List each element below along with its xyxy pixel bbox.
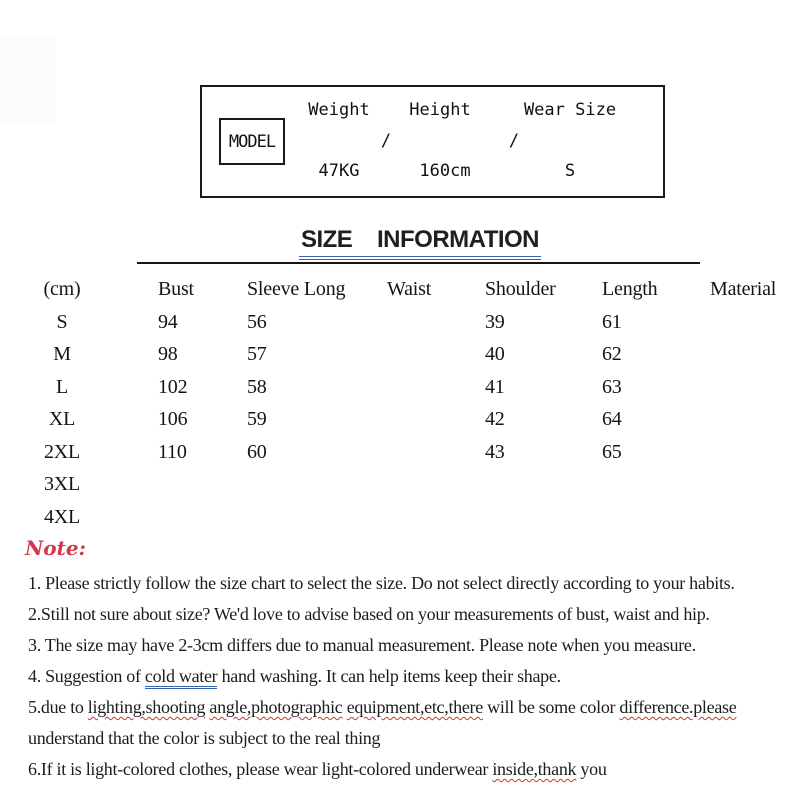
note-5-text: will be some color [482, 697, 620, 717]
note-5 [28, 692, 796, 723]
col-header-material: Material [710, 277, 777, 300]
note-4-text: 4. Suggestion of [28, 666, 145, 686]
table-row [0, 371, 800, 404]
table-row [0, 306, 800, 339]
bust-cell: 98 [158, 343, 178, 366]
table-row [0, 339, 800, 372]
material-cell [700, 339, 800, 372]
bust-cell [124, 469, 214, 502]
misspelled-word: lighting,shooting [87, 697, 206, 717]
shoulder-cell: 43 [485, 440, 505, 463]
waist-cell [354, 501, 445, 534]
model-info-box [200, 85, 665, 198]
material-cell [700, 436, 800, 469]
size-cell: M [53, 343, 71, 366]
sleeve-cell: 59 [247, 408, 267, 431]
size-information-title-wrap [0, 226, 800, 260]
bust-cell: 110 [158, 440, 187, 463]
col-header-cm: (cm) [43, 277, 81, 300]
model-wear-size-value: S [564, 161, 576, 181]
bust-cell: 102 [158, 375, 188, 398]
col-header-bust: Bust [158, 277, 194, 300]
shoulder-cell [445, 501, 570, 534]
material-cell [700, 306, 800, 339]
waist-cell [354, 306, 445, 339]
model-header-weight: Weight [308, 100, 370, 120]
sleeve-cell: 56 [247, 310, 267, 333]
shoulder-cell [445, 469, 570, 502]
sleeve-cell: 57 [247, 343, 267, 366]
size-cell: S [56, 310, 68, 333]
misspelled-word: inside,thank [492, 759, 577, 779]
length-cell [570, 469, 700, 502]
waist-cell [354, 469, 445, 502]
sleeve-cell [214, 501, 354, 534]
note-5-continued: understand that the color is subject to the real thing [28, 728, 381, 748]
length-cell: 65 [602, 440, 622, 463]
note-6-text: you [576, 759, 607, 779]
cold-water-underlined: cold water [145, 666, 217, 689]
material-cell [700, 501, 800, 534]
size-table-header-row [0, 272, 800, 306]
material-cell [700, 404, 800, 437]
corner-artifact [0, 38, 55, 122]
table-row [0, 436, 800, 469]
shoulder-cell: 39 [485, 310, 505, 333]
note-4-text: hand washing. It can help items keep their shape. [217, 666, 561, 686]
waist-cell [354, 404, 445, 437]
length-cell: 63 [602, 375, 622, 398]
col-header-waist: Waist [387, 277, 432, 300]
length-cell: 64 [602, 408, 622, 431]
col-header-shoulder: Shoulder [485, 277, 556, 300]
model-label: MODEL [228, 131, 276, 152]
misspelled-word: angle,photographic [209, 697, 343, 717]
notes-list [28, 568, 796, 785]
bust-cell: 106 [158, 408, 188, 431]
note-1: 1. Please strictly follow the size chart to select the size. Do not select directly according to your habits. [28, 573, 735, 593]
model-separator: / [508, 131, 520, 151]
table-row [0, 469, 800, 502]
shoulder-cell: 40 [485, 343, 505, 366]
bust-cell [124, 501, 214, 534]
size-cell: 3XL [43, 473, 81, 496]
size-cell: 2XL [43, 440, 81, 463]
length-cell: 62 [602, 343, 622, 366]
misspelled-word: equipment,etc,there [346, 697, 483, 717]
material-cell [700, 371, 800, 404]
waist-cell [354, 436, 445, 469]
model-separator: / [380, 131, 392, 151]
size-cell: XL [48, 408, 76, 431]
table-row [0, 404, 800, 437]
model-height-value: 160cm [419, 161, 471, 181]
size-cell: 4XL [43, 505, 81, 528]
shoulder-cell: 41 [485, 375, 505, 398]
model-label-box [219, 118, 285, 165]
size-information-title: SIZE INFORMATION [299, 226, 541, 260]
model-weight-value: 47KG [318, 161, 360, 181]
note-4 [28, 661, 796, 692]
note-heading: Note: [25, 536, 86, 560]
sleeve-cell: 58 [247, 375, 267, 398]
note-6-text: 6.If it is light-colored clothes, please wear light-colored underwear [28, 759, 493, 779]
model-header-height: Height [409, 100, 471, 120]
size-table [0, 272, 800, 534]
sleeve-cell [214, 469, 354, 502]
divider-line [137, 262, 700, 264]
size-cell: L [55, 375, 69, 398]
waist-cell [354, 339, 445, 372]
length-cell: 61 [602, 310, 622, 333]
note-3: 3. The size may have 2-3cm differs due to manual measurement. Please note when you measure. [28, 635, 696, 655]
misspelled-word: difference.please [619, 697, 737, 717]
material-cell [700, 469, 800, 502]
sleeve-cell: 60 [247, 440, 267, 463]
note-2: 2.Still not sure about size? We'd love to advise based on your measurements of bust, waist and hip. [28, 604, 710, 624]
note-5-text: 5.due to [28, 697, 88, 717]
model-header-wear-size: Wear Size [523, 100, 617, 120]
waist-cell [354, 371, 445, 404]
col-header-length: Length [602, 277, 658, 300]
col-header-sleeve: Sleeve Long [247, 277, 346, 300]
bust-cell: 94 [158, 310, 178, 333]
note-6 [28, 754, 796, 785]
length-cell [570, 501, 700, 534]
shoulder-cell: 42 [485, 408, 505, 431]
table-row [0, 501, 800, 534]
